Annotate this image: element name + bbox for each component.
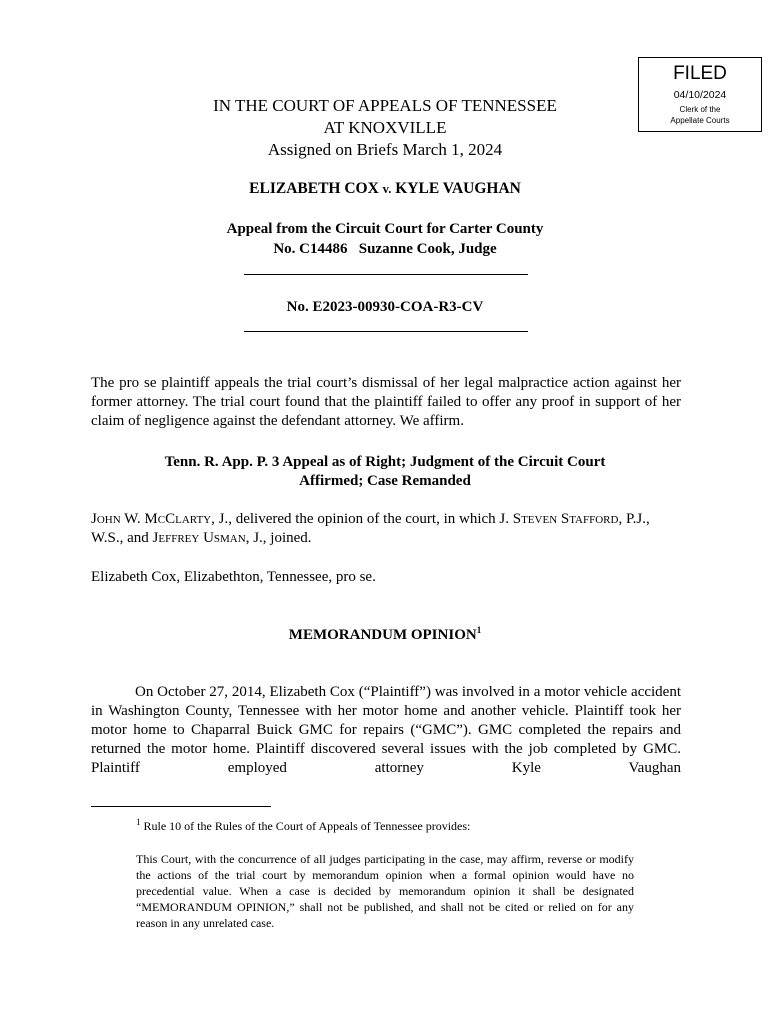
stamp-title: FILED <box>673 63 727 84</box>
opinion-heading-text: MEMORANDUM OPINION <box>288 627 477 643</box>
footnote-reference: 1 <box>476 625 482 635</box>
divider-bottom <box>244 331 528 332</box>
footnote-separator <box>91 806 271 807</box>
appeal-line: Appeal from the Circuit Court for Carter County <box>226 221 544 237</box>
disposition-line-1: Tenn. R. App. P. 3 Appeal as of Right; Judgment of the Circuit Court <box>164 454 606 470</box>
footnote-quote: This Court, with the concurrence of all judges participating in the case, may affirm, reverse or modify the actions of the trial court by memorandum opinion when a formal opinion would have no precedential value. When a case is decided by memorandum opinion it shall be designated “MEMORANDUM OPINION,” shall not be published, and shall not be cited or relied on for any reason in any unrelated case. <box>136 852 634 930</box>
divider-top <box>244 274 528 275</box>
court-location: AT KNOXVILLE <box>323 118 447 137</box>
court-name: IN THE COURT OF APPEALS OF TENNESSEE <box>213 96 557 115</box>
opinion-authorship <box>91 510 681 548</box>
footnote-intro <box>136 818 636 834</box>
counsel-line: Elizabeth Cox, Elizabethton, Tennessee, pro se. <box>91 569 376 585</box>
footnote-intro-text: Rule 10 of the Rules of the Court of Appeals of Tennessee provides: <box>143 819 471 833</box>
case-summary: The pro se plaintiff appeals the trial court’s dismissal of her legal malpractice action against her former attorney. The trial court found that the plaintiff failed to offer any proof in support of her claim of negligence against the defendant attorney. We affirm. <box>91 375 681 429</box>
opinion-heading <box>0 625 770 645</box>
case-title: ELIZABETH COX v. KYLE VAUGHAN <box>249 180 521 197</box>
authorship-text-3: , J., joined. <box>245 530 312 546</box>
docket-number: No. E2023-00930-COA-R3-CV <box>286 299 484 315</box>
footnote-marker: 1 <box>136 817 141 827</box>
assigned-date: Assigned on Briefs March 1, 2024 <box>267 140 503 159</box>
authorship-text: , J., delivered the opinion of the court, in which <box>211 511 500 527</box>
author-name: John W. McClarty <box>91 511 212 527</box>
disposition-line-2: Affirmed; Case Remanded <box>299 473 471 489</box>
stamp-date: 04/10/2024 <box>673 89 727 101</box>
stamp-clerk-line: Clerk of the <box>679 105 721 114</box>
judge-stafford: J. Steven Stafford <box>499 511 619 527</box>
authorship-text-2: , P.J., W.S., and <box>91 511 650 546</box>
judge-usman: Jeffrey Usman <box>152 530 246 546</box>
stamp-courts-line: Appellate Courts <box>670 116 730 125</box>
body-paragraph: On October 27, 2014, Elizabeth Cox (“Plaintiff”) was involved in a motor vehicle accident in Washington County, Tennessee with her motor home and another vehicle. Plaintiff took her motor home to Chaparral Buick GMC for repairs (“GMC”). GMC completed the repairs and returned the motor home. Plaintiff discovered several issues with the job completed by GMC. Plaintiff employed attorney Kyle Vaughan <box>91 684 681 776</box>
case-number-judge: No. C14486 Suzanne Cook, Judge <box>273 241 497 257</box>
